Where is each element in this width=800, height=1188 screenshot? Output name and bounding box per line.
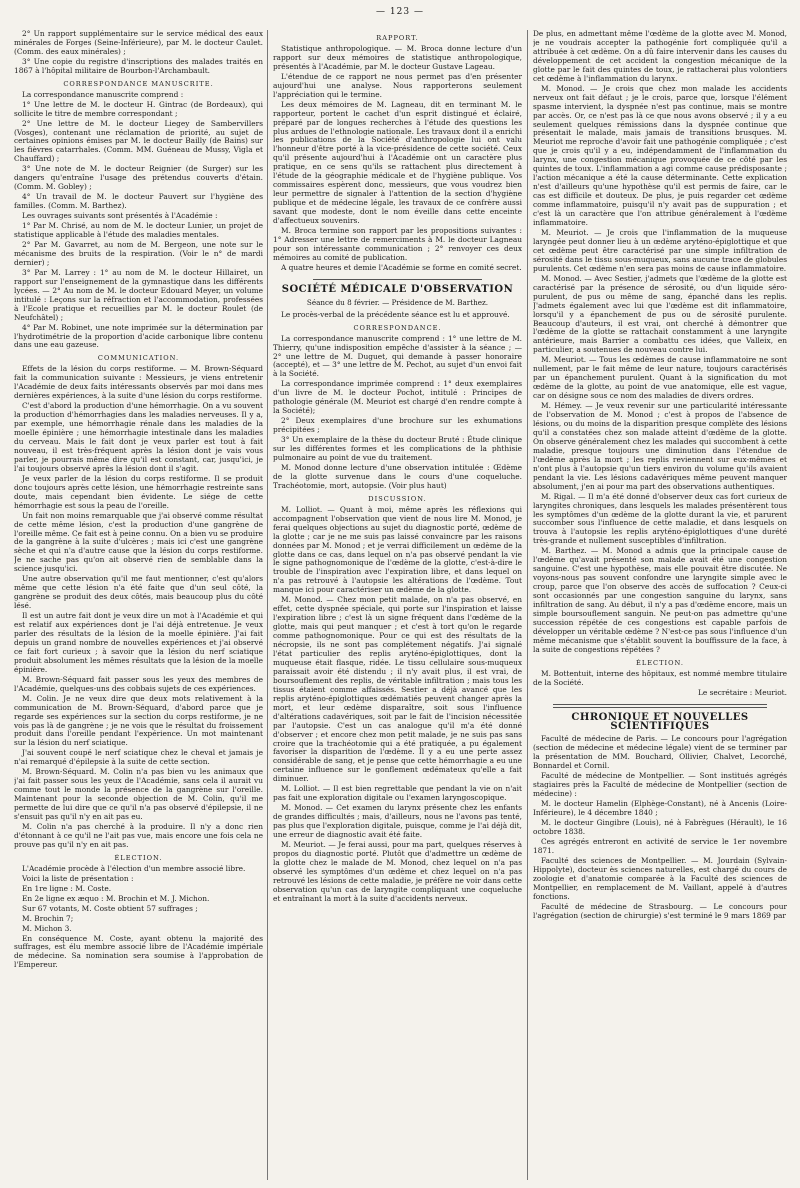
paragraph: Faculté de médecine de Strasbourg. — Le concours pour l'agrégation (section de chirurgie) s'est terminé le 9 mars 1869 par [533,901,787,920]
paragraph: L'étendue de ce rapport ne nous permet pas d'en présenter aujourd'hui une analyse. Nous rapporterons seulement l'appréciation qui le termine. [273,71,522,99]
paragraph: De plus, en admettant même l'œdème de la glotte avec M. Monod, je ne voudrais accepter la pathogénie fort compliquée qu'il a attribuée à cet œdème. On a dû faire intervenir dans les causes du développement de cet accident la congestion mécanique de la glotte par le fait des quintes de toux, je rattacherai plus volontiers cet œdème à l'inflammation du larynx. [533,30,787,83]
paragraph: 2° Deux exemplaires d'une brochure sur les exhumations précipitées ; [273,416,522,435]
paragraph: 4° Un travail de M. le docteur Pauvert sur l'hygiène des familles. (Comm. M. Barthez). [14,192,263,211]
paragraph: J'ai souvent coupé le nerf sciatique chez le cheval et jamais je n'ai remarqué d'épilepsie à la suite de cette section. [14,748,263,767]
paragraph: Ces agrégés entreront en activité de service le 1er novembre 1871. [533,836,787,855]
column-rule [267,30,268,1180]
column-left [14,30,263,1180]
paragraph: 3° Un exemplaire de la thèse du docteur Bruté : Étude clinique sur les différentes formes et les complications de la phthisie pulmonaire au point de vue du traitement. [273,435,522,462]
paragraph: M. Monod. — Chez mon petit malade, on n'a pas observé, en effet, cette dyspnée spéciale, qui porte sur l'inspiration et laisse l'expiration libre ; c'est là un signe fréquent dans l'œdème de la glotte, mais qui peut manquer ; et c'est à tort qu'on le regarde comme pathognomonique. Pour ce qui est des résultats de la nécropsie, ils ne sont pas complétement négatifs. J'ai signalé l'état particulier des replis aryténo-épiglottiques, dont la muqueuse était flasque, ridée. Le tissu cellulaire sous-muqueux paraissait avoir été distendu ; il n'y avait plus, il est vrai, de boursouflement des replis, de véritable infiltration ; mais tous les tissus étaient comme affaissés. Sestier a déjà avancé que les replis aryténo-épiglottiques œdématiés peuvent changer après la mort, et leur œdème disparaître, soit sous l'influence d'altérations cadavériques, soit par le fait de l'incision nécessitée par l'autopsie. C'est un cas analogue qu'il m'a été donné d'observer ; et encore chez mon petit malade, je ne suis pas sans croire que la trachéotomie qui a été pratiquée, a pu également favoriser la disparition de l'œdème. Il y a eu une perte assez considérable de sang, et je pense que cette hémorrhagie a eu une certaine influence sur le gonflement œdémateux qu'elle a fait diminuer. [273,595,522,784]
paragraph: M. Hémey. — Je veux revenir sur une particularité intéressante de l'observation de M. Monod ; c'est à propos de l'absence de lésions, ou du moins de la disparition presque complète des lésions qu'il a constatées chez son malade atteint d'œdème de la glotte. On observe généralement chez les malades qui succombent à cette maladie, presque toujours une diminution dans l'étendue de l'œdème après la mort ; les replis reviennent sur eux-mêmes et n'ont plus à l'autopsie qu'un tiers environ du volume qu'ils avaient pendant la vie. Les lésions cadavériques même peuvent manquer absolument, j'en ai pour ma part des observations authentiques. [533,401,787,491]
chronicle-heading: CHRONIQUE ET NOUVELLES SCIENTIFIQUES [571,711,749,732]
paragraph: 1° Par M. Chrisé, au nom de M. le docteur Lunier, un projet de statistique applicable à l'étude des maladies mentales. [14,221,263,240]
page-number: — 123 — [376,7,424,17]
separator-rule [313,279,482,280]
paragraph: M. Meuriot. — Je crois que l'inflammation de la muqueuse laryngée peut donner lieu à un œdème aryténo-épiglottique et que cet œdème peut être caractérisé par une simple infiltration de sérosité dans le tissu sous-muqueux, sans aucune trace de globules purulents. Cet œdème n'en sera pas moins de cause inflammatoire. [533,227,787,273]
paragraph: M. Brown-Séquard. M. Colin n'a pas bien vu les animaux que j'ai fait passer sous les yeux de l'Académie, sans cela il aurait vu comme tout le monde la présence de la gangrène sur l'oreille. Maintenant pour la seconde objection de M. Colin, qu'il me permette de lui dire que ce qu'il n'a pas observé d'épilepsie, il ne s'ensuit pas qu'il n'y en ait pas eu. [14,767,263,822]
paragraph: En 2e ligne ex æquo : M. Brochin et M. J. Michon. [22,893,210,903]
paragraph: 3° Par M. Larrey : 1° au nom de M. le docteur Hillairet, un rapport sur l'enseignement de la gymnastique dans les différents lycées. — 2° Au nom de M. le docteur Edouard Meyer, un volume intitulé : Leçons sur la réfraction et l'accommodation, professées à l'Ecole pratique et recueillies par M. le docteur Roulet (de Neufchâtel) ; [14,267,263,322]
section-heading: COMMUNICATION. [97,354,180,363]
paragraph: M. Colin n'a pas cherché à la produire. Il n'y a donc rien d'étonnant à ce qu'il ne l'ait pas vue, mais encore une fois cela ne prouve pas qu'il n'y en ait pas. [14,822,263,849]
paragraph: M. Brochin 7; [22,913,74,923]
paragraph: La correspondance manuscrite comprend : 1° une lettre de M. Thierry, qu'une indisposition empêche d'assister à la séance ; — 2° une lettre de M. Duguet, qui demande à passer honoraire (accepté), et — 3° une lettre de M. Pechot, au sujet d'un envoi fait à la Société. [273,333,522,379]
section-heading: CORRESPONDANCE. [353,323,442,332]
paragraph: Les ouvrages suivants sont présentés à l'Académie : [22,211,218,221]
paragraph: M. Lolliot. — Il est bien regrettable que pendant la vie on n'ait pas fait une exploration digitale ou l'examen laryngoscopique. [273,784,522,803]
paragraph: M. Rigal. — Il m'a été donné d'observer deux cas fort curieux de laryngites chroniques, dans lesquels les malades présentèrent tous les symptômes d'un œdème de la glotte durant la vie, et parurent succomber sous l'influence de cette maladie, et dans lesquels on trouva à l'autopsie les replis aryténo-épiglottiques d'une durété très-grande et nullement susceptibles d'infiltration. [533,491,787,546]
paragraph: M. Barthez. — M. Monod a admis que la principale cause de l'œdème qu'avait présenté son malade avait été une congestion sanguine. C'est une hypothèse, mais elle pouvait être discutée. Ne voyons-nous pas souvent confondre une laryngite simple avec le croup, parce que l'on observe des accès de suffocation ? Ceux-ci sont occasionnés par une congestion sanguine du larynx, sans infiltration de sang. Au début, il n'y a pas d'œdème encore, mais un simple boursouflement sanguin. Ne peut-on pas admettre qu'une succession répétée de ces congestions est capable parfois de développer un véritable œdème ? N'est-ce pas sous l'influence d'un même mécanisme que s'établit souvent la bouffissure de la face, à la suite de congestions répétées ? [533,546,787,654]
paragraph: L'Académie procède à l'élection d'un membre associé libre. [22,863,246,873]
paragraph: Faculté des sciences de Montpellier. — M. Jourdain (Sylvain-Hippolyte), docteur ès sciences naturelles, est chargé du cours de zoologie et d'anatomie comparée à la Faculté des sciences de Montpellier, en remplacement de M. Vaillant, appelé à d'autres fonctions. [533,855,787,901]
paragraph: La correspondance imprimée comprend : 1° deux exemplaires d'un livre de M. le docteur Pochot, intitulé : Principes de pathologie générale (M. Meuriot est chargé d'en rendre compte à la Société); [273,379,522,416]
paragraph: 3° Une copie du registre d'inscriptions des malades traités en 1867 à l'hôpital militaire de Bourbon-l'Archambault. [14,56,263,75]
paragraph: C'est d'abord la production d'une hémorrhagie. On a vu souvent la production d'hémorrhagies dans les maladies nerveuses. Il y a, par exemple, une hémorrhagie rénale dans les maladies de la moelle épinière ; une hémorrhagie intestinale dans les maladies du cerveau. Mais le fait dont je veux parler est tout à fait nouveau, il est très-fréquent après la lésion dont je vais vous parler, je pourrais même dire qu'il est constant, car, jusqu'ici, je l'ai toujours observé après la lésion dont il s'agit. [14,401,263,473]
paragraph: Effets de la lésion du corps restiforme. — M. Brown-Séquard fait la communication suivante : Messieurs, je viens entretenir l'Académie de deux faits intéressants observés par moi dans mes dernières expériences, à la suite d'une lésion du corps restiforme. [14,364,263,401]
paragraph: M. Monod. — Je crois que chez mon malade les accidents nerveux ont fait défaut ; je le crois, parce que, lorsque l'élément spasme intervient, la dyspnée n'est pas continue, mais se montre par accès. Or, ce n'est pas là ce que nous avons observé ; il y a eu seulement quelques rémissions dans la dyspnée continue que présentait le malade, mais jamais de transitions brusques. M. Meuriot me reproche d'avoir fait une pathogénie compliquée ; c'est que je crois qu'il y a eu, indépendamment de l'inflammation du larynx, une congestion mécanique provoquée de ce côté par les quintes de toux. L'inflammation a agi comme cause prédisposante ; l'action mécanique a été la cause déterminante. Cette explication n'est d'ailleurs qu'une hypothèse qu'il est permis de faire, car le cas est difficile et douteux. De plus, je puis regarder cet œdème comme inflammatoire, puisqu'il n'y avait pas de suppuration ; et c'est là un caractère que l'on attribue généralement à l'œdème inflammatoire. [533,83,787,228]
section-heading: RAPPORT. [376,34,419,42]
paragraph: M. Monod. — Avec Sestier, j'admets que l'œdème de la glotte est caractérisé par la présence de sérosité, ou d'un liquide séro-purulent, de pus ou même de sang, épanché dans les replis. J'admets également avec lui que l'œdème est dit inflammatoire, lorsqu'il y a épanchement de pus ou de sérosité purulente. Beaucoup d'auteurs, il est vrai, ont cherché à démontrer que l'œdème de la glotte se rattachait constamment à une laryngite antérieure, mais Barrier a combattu ces idées, que Valleix, en particulier, a soutenues de nouveau contre lui. [533,273,787,355]
paragraph: M. Monod donne lecture d'une observation intitulée : Œdème de la glotte survenue dans le cours d'une coqueluche. Trachéotomie, mort, autopsie. (Voir plus haut) [273,462,522,490]
paragraph: M. Meuriot. — Je ferai aussi, pour ma part, quelques réserves à propos du diagnostic porté. Plutôt que d'admettre un œdème de la glotte chez le malade de M. Monod, chez lequel on n'a pas observé les symptômes d'un œdème et chez lequel on n'a pas retrouvé les lésions de cette maladie, je préfère ne voir dans cette observation qu'un cas de laryngite compliquant une coqueluche et entraînant la mort à la suite d'accidents nerveux. [273,840,522,903]
society-heading: SOCIÉTÉ MÉDICALE D'OBSERVATION [281,283,514,295]
paragraph: Le procès-verbal de la précédente séance est lu et approuvé. [281,309,510,319]
paragraph: M. Bottentuit, interne des hôpitaux, est nommé membre titulaire de la Société. [533,668,787,687]
paragraph: M. le docteur Gingibre (Louis), né à Fabrègues (Hérault), le 16 octobre 1838. [533,818,787,837]
paragraph: M. Meuriot. — Tous les œdèmes de cause inflammatoire ne sont nullement, par le fait même de leur nature, toujours caractérisés par un épanchement purulent. Quant à la signification du mot œdème de la glotte, au point de vue anatomique, elle est vague, car on désigne sous ce nom des maladies de divers ordres. [533,355,787,401]
paragraph: 4° Par M. Robinet, une note imprimée sur la détermination par l'hydrotimétrie de la proportion d'acide carbonique libre contenu dans une eau gazeuse. [14,322,263,350]
paragraph: A quatre heures et demie l'Académie se forme en comité secret. [281,262,522,272]
paragraph: 1° Une lettre de M. le docteur H. Gintrac (de Bordeaux), qui sollicite le titre de membre correspondant ; [14,99,263,118]
paragraph: Voici la liste de présentation : [22,873,134,883]
paragraph: Faculté de médecine de Montpellier. — Sont institués agrégés stagiaires près la Faculté de médecine de Montpellier (section de médecine) : [533,771,787,799]
paragraph: M. Lolliot. — Quant à moi, même après les réflexions qui accompagnent l'observation que vient de nous lire M. Monod, je ferai quelques objections au sujet du diagnostic porté, œdème de la glotte ; car je ne me suis pas laissé convaincre par les raisons données par M. Monod ; et je verrai difficilement un œdème de la glotte dans ce cas, dans lequel on n'a pas observé pendant la vie le signe pathognomonique de l'œdème de la glotte, c'est-à-dire le trouble de l'inspiration avec l'expiration libre, et dans lequel on n'a pas retrouvé à l'autopsie les altérations de l'œdème. Tout manque ici pour caractériser un œdème de la glotte. [273,504,522,595]
column-right [533,30,787,1180]
paragraph: 2° Par M. Gavarret, au nom de M. Bergeon, une note sur le mécanisme des bruits de la respiration. (Voir le n° de mardi dernier) ; [14,239,263,267]
column-rule [527,30,528,1180]
paragraph: Je veux parler de la lésion du corps restiforme. Il se produit donc toujours après cette lésion, une hémorrhagie restreinte sans doute, mais cependant bien évidente. Le siége de cette hémorrhagie est sous la peau de l'oreille. [14,473,263,510]
section-heading: CORRESPONDANCE MANUSCRITE. [63,79,214,88]
paragraph: Faculté de médecine de Paris. — Le concours pour l'agrégation (section de médecine et médecine légale) vient de se terminer par la présentation de MM. Bouchard, Ollivier, Chalvet, Lecorché, Bonnardel et Cornil. [533,734,787,771]
separator-rule [553,704,767,708]
secretary-signature: Le secrétaire : Meuriot. [697,687,787,697]
paragraph: Un fait non moins remarquable que j'ai observé comme résultat de cette même lésion, c'est la production d'une gangrène de l'oreille même. Ce fait est à peine connu. On a bien vu se produire de la gangrène à la suite d'ulcères ; mais ici c'est une gangrène sèche et qui n'a d'autre cause que la lésion du corps restiforme. Je ne sache pas qu'on ait observé rien de semblable dans la science jusqu'ici. [14,510,263,574]
column-middle [273,30,522,1180]
paragraph: M. Monod. — Cet examen du larynx présente chez les enfants de grandes difficultés ; mais, d'ailleurs, nous ne l'avons pas tenté, pas plus que l'exploration digitale, puisque, comme je l'ai déjà dit, une erreur de diagnostic avait été faite. [273,803,522,840]
paragraph: 2° Une lettre de M. le docteur Liegey de Sambervillers (Vosges), contenant une réclamation de priorité, au sujet de certaines opinions émises par M. le docteur Bailly (de Bains) sur les fièvres catarrhales. (Comm. MM. Guéneau de Mussy, Vigla et Chauffard) ; [14,118,263,164]
paragraph: 3° Une note de M. le docteur Reignier (de Surger) sur les dangers qu'entraîne l'usage des prétendus couverts d'étain. (Comm. M. Gobley) ; [14,164,263,192]
section-heading: ÉLECTION. [114,853,163,862]
paragraph: En 1re ligne : M. Coste. [22,883,112,893]
paragraph: M. Broca termine son rapport par les propositions suivantes : 1° Adresser une lettre de remerciments à M. le docteur Lagneau pour son intéressante communication ; 2° renvoyer ces deux mémoires au comité de publication. [273,226,522,262]
paragraph: Sur 67 votants, M. Coste obtient 57 suffrages ; [22,903,198,913]
paragraph: Statistique anthropologique. — M. Broca donne lecture d'un rapport sur deux mémoires de statistique anthropologique, présentés à l'Académie, par M. le docteur Gustave Lageau. [273,43,522,71]
paragraph: M. Michon 3. [22,923,72,933]
paragraph: En conséquence M. Coste, ayant obtenu la majorité des suffrages, est élu membre associé libre de l'Académie impériale de médecine. Sa nomination sera soumise à l'approbation de l'Empereur. [14,933,263,970]
paragraph: La correspondance manuscrite comprend : [22,89,184,99]
paragraph: Il est un autre fait dont je veux dire un mot à l'Académie et qui est relatif aux expériences dont je l'ai déjà entretenue. Je veux parler des résultats de la lésion de la moelle épinière. J'ai fait depuis un grand nombre de nouvelles expériences et j'ai observé ce fait fort curieux ; à savoir que la lésion du nerf sciatique produit absolument les mêmes résultats que la lésion de la moelle épinière. [14,611,263,674]
paragraph: 2° Un rapport supplémentaire sur le service médical des eaux minérales de Forges (Seine-Inférieure), par M. le docteur Caulet. (Comm. des eaux minérales) ; [14,30,263,56]
section-heading: ÉLECTION. [636,658,684,667]
paragraph: M. le docteur Hamelin (Elphège-Constant), né à Ancenis (Loire-Inférieure), le 4 décembre 1840 ; [533,799,787,818]
paragraph: Les deux mémoires de M. Lagneau, dit en terminant M. le rapporteur, portent le cachet d'un esprit distingué et éclairé, préparé par de longues recherches à l'étude des questions les plus ardues de l'ethnologie nationale. Les travaux dont il a enrichi les publications de la Société d'anthropologie lui ont valu l'honneur d'être porté à la vice-présidence de cette société. Ceux qu'il présente aujourd'hui à l'Académie ont un caractère plus pratique, en ce sens qu'ils se rattachent plus directement à l'étude de la géographie médicale et de l'hygiène publique. Vos commissaires espèrent donc, messieurs, que vous voudrez bien leur permettre de signaler à l'attention de la section d'hygiène publique et de médecine légale, les travaux de ce confrère aussi savant que modeste, dont le nom éveille dans cette enceinte d'affectueux souvenirs. [273,99,522,226]
section-heading: DISCUSSION. [368,494,427,503]
paragraph: Une autre observation qu'il me faut mentionner, c'est qu'alors même que cette lésion n'a été faite que d'un seul côté, la gangrène se produit des deux côtés, mais beaucoup plus du côté lésé. [14,574,263,611]
paragraph: M. Colin. Je ne veux dire que deux mots relativement à la communication de M. Brown-Séquard, d'abord parce que je regarde ses expériences sur la section du corps restiforme, je ne vois pas là de gangrène ; je ne vois que le résultat du froissement produit dans l'oreille pendant l'expérience. Un mot maintenant sur la lésion du nerf sciatique. [14,693,263,748]
paragraph: M. Brown-Séquard fait passer sous les yeux des membres de l'Académie, quelques-uns des cobbais sujets de ces expériences. [14,674,263,693]
session-line: Séance du 8 février. — Présidence de M. Barthez. [306,297,489,307]
